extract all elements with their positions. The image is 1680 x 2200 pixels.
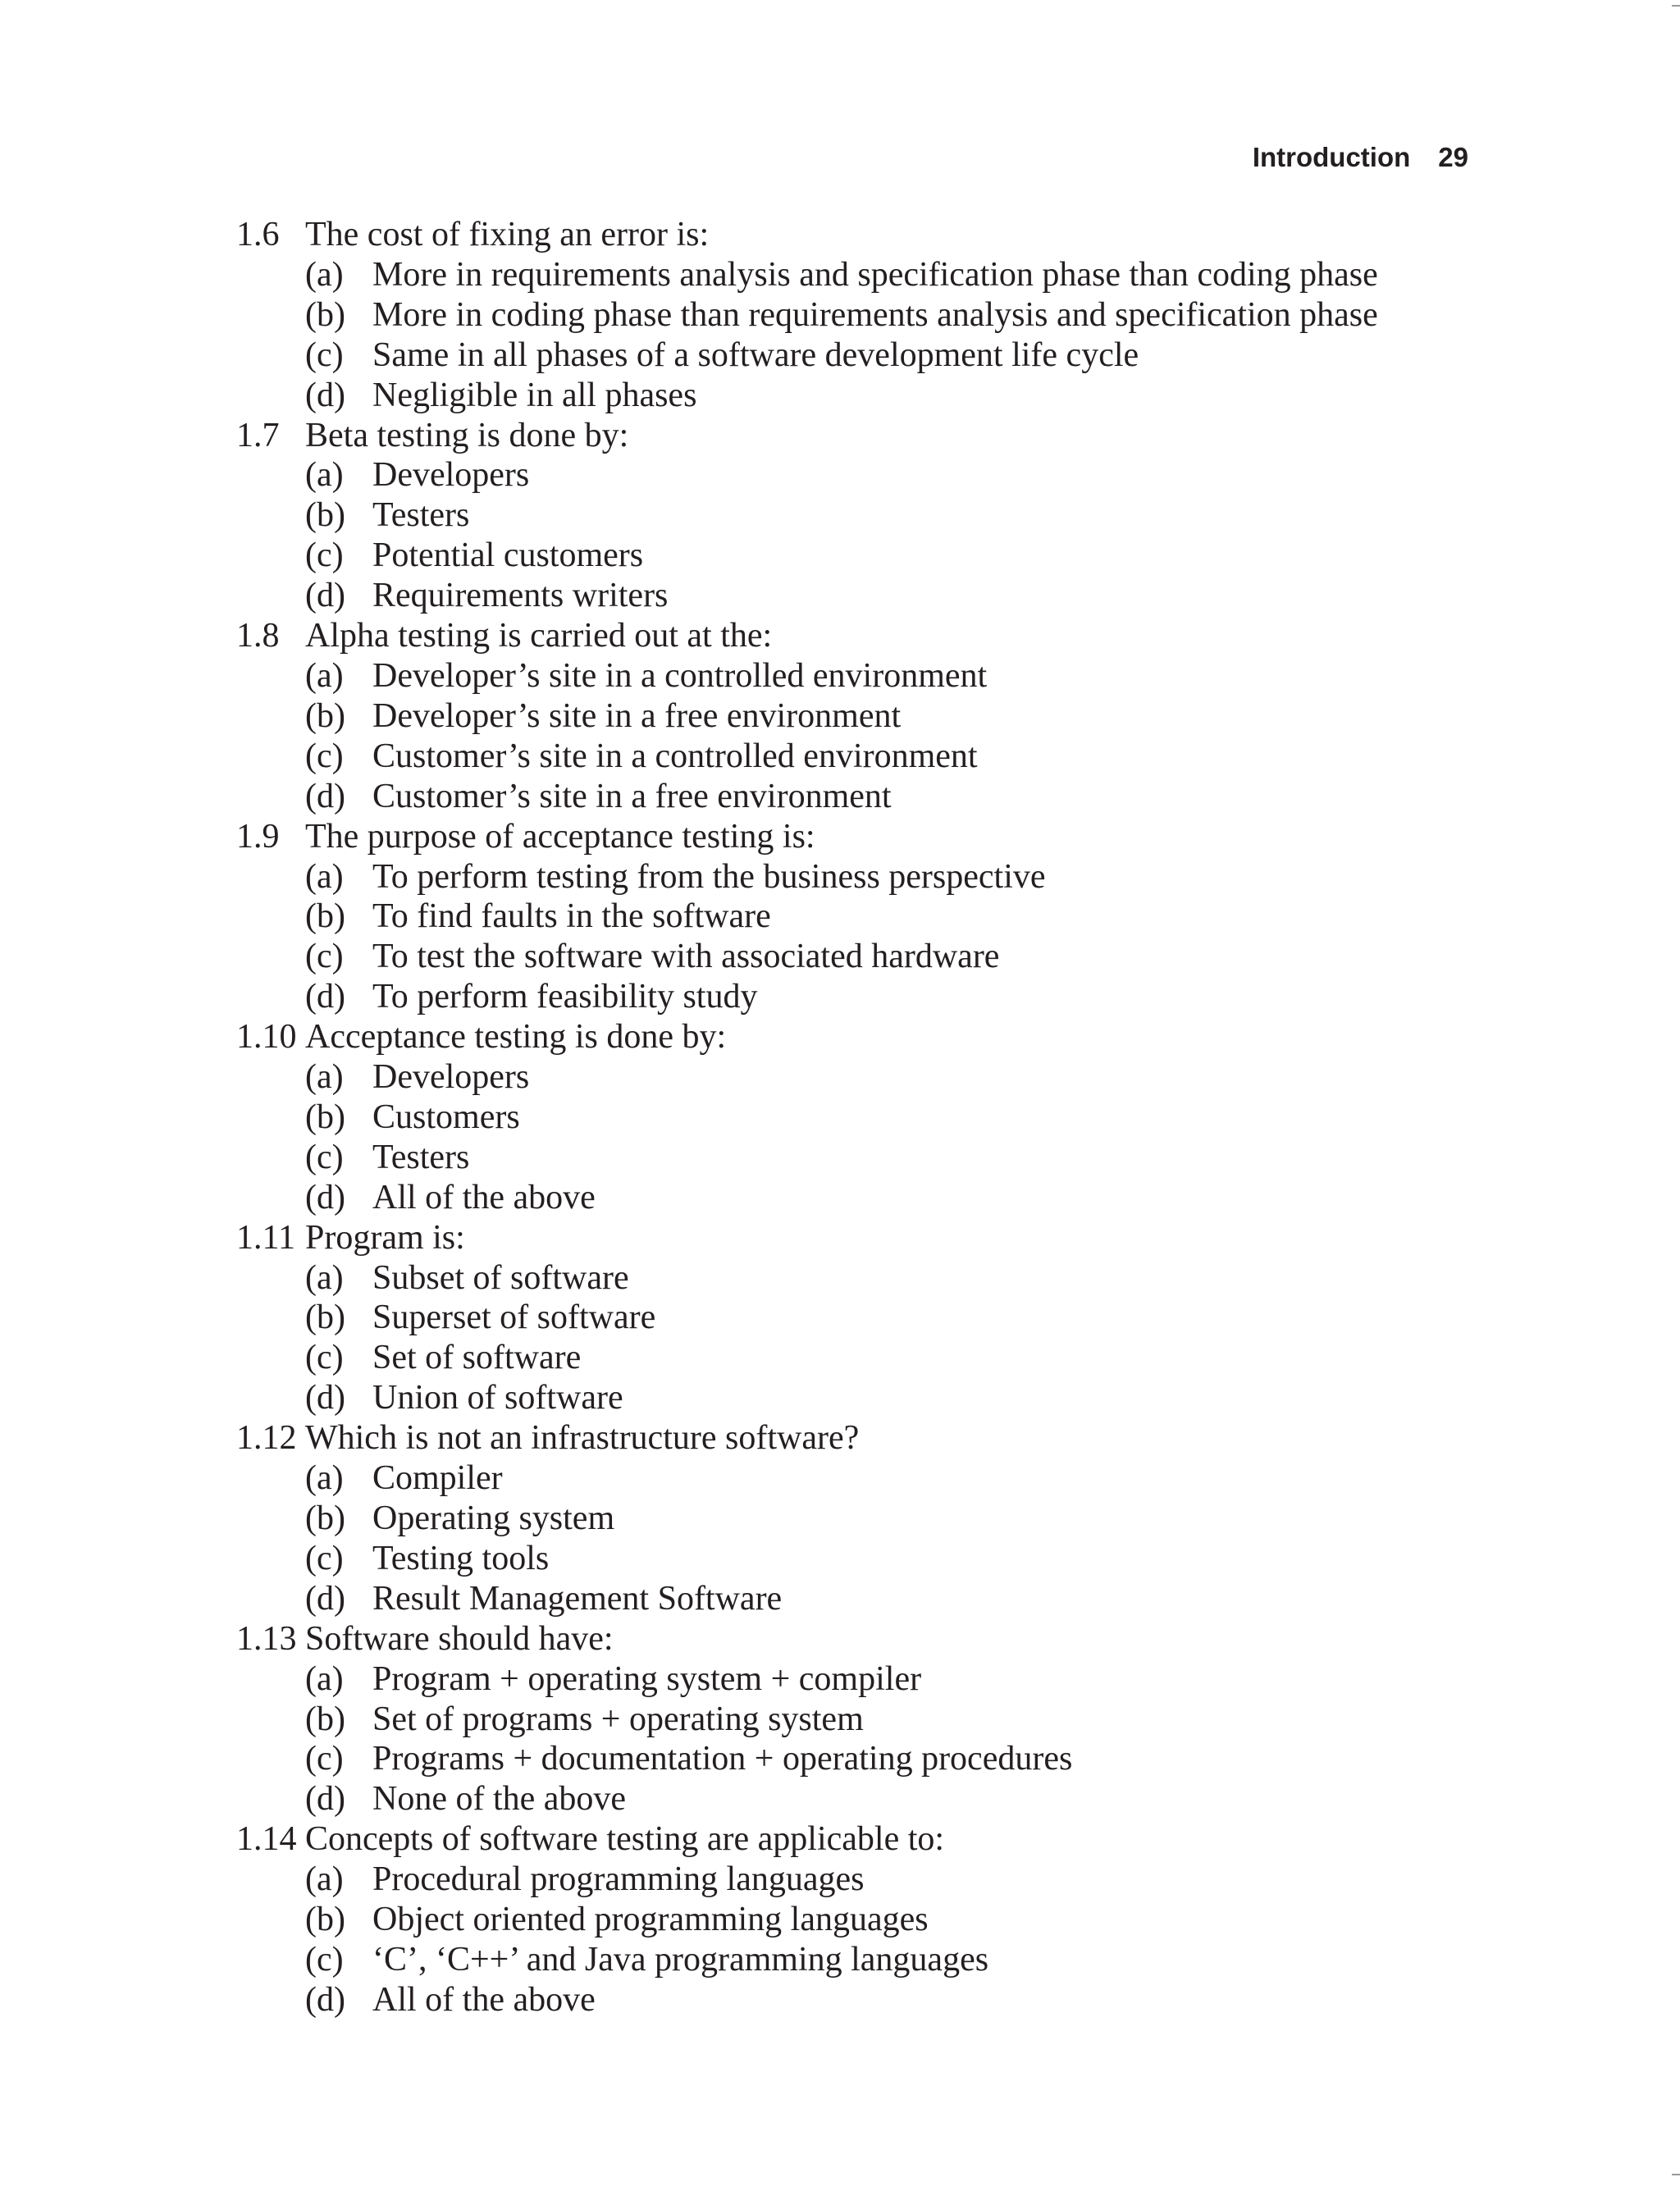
option-letter: (b) (305, 496, 345, 535)
option-letter: (a) (305, 1058, 344, 1097)
option-text: Testers (372, 1138, 470, 1176)
question-item (236, 1418, 1483, 1619)
option-item (236, 1458, 1483, 1499)
option-item (236, 1700, 1483, 1740)
running-head (1253, 138, 1468, 177)
option-item (236, 335, 1483, 376)
question-row (236, 416, 1483, 456)
option-text: Set of software (372, 1339, 582, 1377)
option-letter: (a) (305, 857, 344, 896)
option-letter: (a) (305, 1659, 344, 1698)
question-item (236, 817, 1483, 1018)
option-letter: (d) (305, 577, 345, 615)
option-text: Same in all phases of a software development life cycle (372, 335, 1139, 374)
option-letter: (c) (305, 737, 344, 775)
option-letter: (a) (305, 1258, 344, 1297)
option-item (236, 937, 1483, 977)
option-letter: (d) (305, 376, 345, 414)
option-letter: (c) (305, 1940, 344, 1979)
option-text: Customer’s site in a free environment (372, 777, 892, 815)
question-row (236, 1619, 1483, 1659)
option-item (236, 1057, 1483, 1098)
option-letter: (d) (305, 1579, 345, 1618)
crop-mark (1672, 5, 1680, 7)
question-text: Software should have: (305, 1619, 614, 1658)
page-number: 29 (1438, 142, 1468, 172)
option-text: Developer’s site in a controlled environment (372, 656, 988, 695)
option-item (236, 1298, 1483, 1338)
option-item (236, 1338, 1483, 1378)
question-number: 1.6 (236, 216, 280, 253)
question-number: 1.14 (236, 1820, 297, 1859)
question-row (236, 1418, 1483, 1458)
option-letter: (c) (305, 1740, 344, 1778)
question-item (236, 416, 1483, 617)
option-letter: (d) (305, 978, 345, 1016)
option-text: Set of programs + operating system (372, 1700, 864, 1738)
question-row (236, 817, 1483, 857)
option-text: Testers (372, 496, 470, 535)
option-item (236, 1178, 1483, 1218)
option-text: More in requirements analysis and specification phase than coding phase (372, 255, 1378, 294)
question-number: 1.13 (236, 1619, 297, 1658)
option-text: None of the above (372, 1780, 627, 1819)
option-text: Subset of software (372, 1258, 629, 1297)
option-letter: (b) (305, 696, 345, 735)
option-letter: (b) (305, 1499, 345, 1537)
option-letter: (b) (305, 1299, 345, 1337)
option-letter: (b) (305, 1700, 345, 1738)
option-item (236, 1980, 1483, 2020)
option-item (236, 1539, 1483, 1579)
option-item (236, 897, 1483, 937)
option-item (236, 857, 1483, 897)
option-item (236, 1940, 1483, 1980)
question-text: Which is not an infrastructure software? (305, 1419, 860, 1458)
question-row (236, 616, 1483, 656)
option-text: All of the above (372, 1178, 596, 1216)
option-item (236, 1659, 1483, 1700)
option-text: Result Management Software (372, 1579, 783, 1618)
option-item (236, 536, 1483, 576)
question-number: 1.12 (236, 1419, 297, 1458)
option-text: Programs + documentation + operating procedures (372, 1740, 1073, 1778)
option-letter: (c) (305, 1138, 344, 1176)
option-letter: (a) (305, 456, 344, 495)
question-text: Alpha testing is carried out at the: (305, 617, 773, 655)
option-item (236, 1900, 1483, 1940)
option-text: Program + operating system + compiler (372, 1659, 922, 1698)
question-number: 1.8 (236, 617, 280, 655)
option-item (236, 1779, 1483, 1819)
option-item (236, 656, 1483, 696)
option-text: To test the software with associated hardware (372, 938, 1000, 976)
question-item (236, 1218, 1483, 1419)
section-title: Introduction (1252, 142, 1411, 172)
option-letter: (d) (305, 1980, 345, 2019)
option-text: Requirements writers (372, 577, 669, 615)
option-item (236, 696, 1483, 737)
question-list (236, 215, 1483, 2020)
question-number: 1.7 (236, 416, 280, 454)
question-item (236, 1017, 1483, 1218)
option-item (236, 1378, 1483, 1418)
option-item (236, 977, 1483, 1017)
option-text: Developers (372, 456, 530, 495)
option-text: Potential customers (372, 536, 644, 575)
question-text: The purpose of acceptance testing is: (305, 817, 815, 856)
option-text: Superset of software (372, 1299, 656, 1337)
option-item (236, 1499, 1483, 1539)
option-text: Object oriented programming languages (372, 1901, 929, 1939)
option-item (236, 255, 1483, 295)
option-text: Customer’s site in a controlled environment (372, 737, 978, 775)
question-text: Program is: (305, 1218, 465, 1257)
option-item (236, 1138, 1483, 1178)
option-item (236, 1739, 1483, 1779)
option-item (236, 455, 1483, 495)
option-text: Developer’s site in a free environment (372, 696, 902, 735)
option-text: Compiler (372, 1459, 503, 1498)
option-text: Operating system (372, 1499, 615, 1537)
question-row (236, 1819, 1483, 1860)
option-letter: (a) (305, 1459, 344, 1498)
option-letter: (c) (305, 1539, 344, 1577)
option-text: More in coding phase than requirements analysis and specification phase (372, 295, 1378, 334)
option-text: Procedural programming languages (372, 1860, 865, 1899)
question-row (236, 1017, 1483, 1057)
option-item (236, 777, 1483, 817)
question-text: Concepts of software testing are applicable to: (305, 1820, 945, 1859)
option-letter: (a) (305, 656, 344, 695)
option-item (236, 737, 1483, 777)
option-letter: (b) (305, 897, 345, 936)
option-text: To find faults in the software (372, 897, 771, 936)
option-item (236, 495, 1483, 536)
option-text: ‘C’, ‘C++’ and Java programming languages (372, 1940, 989, 1979)
option-item (236, 295, 1483, 335)
question-row (236, 1218, 1483, 1258)
question-text: Acceptance testing is done by: (305, 1018, 727, 1057)
option-item (236, 1258, 1483, 1299)
option-text: Customers (372, 1098, 520, 1136)
option-letter: (d) (305, 1780, 345, 1819)
option-letter: (d) (305, 1178, 345, 1216)
option-text: Testing tools (372, 1539, 550, 1577)
question-item (236, 215, 1483, 416)
question-number: 1.11 (236, 1218, 295, 1257)
option-item (236, 1098, 1483, 1138)
option-letter: (b) (305, 1098, 345, 1136)
option-text: Negligible in all phases (372, 376, 697, 414)
option-letter: (b) (305, 1901, 345, 1939)
option-text: Union of software (372, 1379, 623, 1417)
option-text: Developers (372, 1058, 530, 1097)
question-row (236, 215, 1483, 255)
option-letter: (b) (305, 295, 345, 334)
crop-mark (1672, 2174, 1680, 2175)
option-text: To perform testing from the business perspective (372, 857, 1046, 896)
option-item (236, 576, 1483, 616)
question-item (236, 1619, 1483, 1820)
option-letter: (c) (305, 536, 344, 575)
question-item (236, 1819, 1483, 2020)
question-item (236, 616, 1483, 817)
option-letter: (c) (305, 1339, 344, 1377)
option-letter: (c) (305, 938, 344, 976)
question-number: 1.9 (236, 817, 280, 856)
option-letter: (d) (305, 777, 345, 815)
option-item (236, 1860, 1483, 1900)
option-letter: (a) (305, 255, 344, 294)
question-number: 1.10 (236, 1018, 297, 1057)
option-item (236, 1579, 1483, 1619)
option-letter: (a) (305, 1860, 344, 1899)
option-text: To perform feasibility study (372, 978, 758, 1016)
option-text: All of the above (372, 1980, 596, 2019)
option-letter: (c) (305, 335, 344, 374)
option-item (236, 376, 1483, 416)
question-text: The cost of fixing an error is: (305, 216, 710, 253)
question-text: Beta testing is done by: (305, 416, 629, 454)
option-letter: (d) (305, 1379, 345, 1417)
